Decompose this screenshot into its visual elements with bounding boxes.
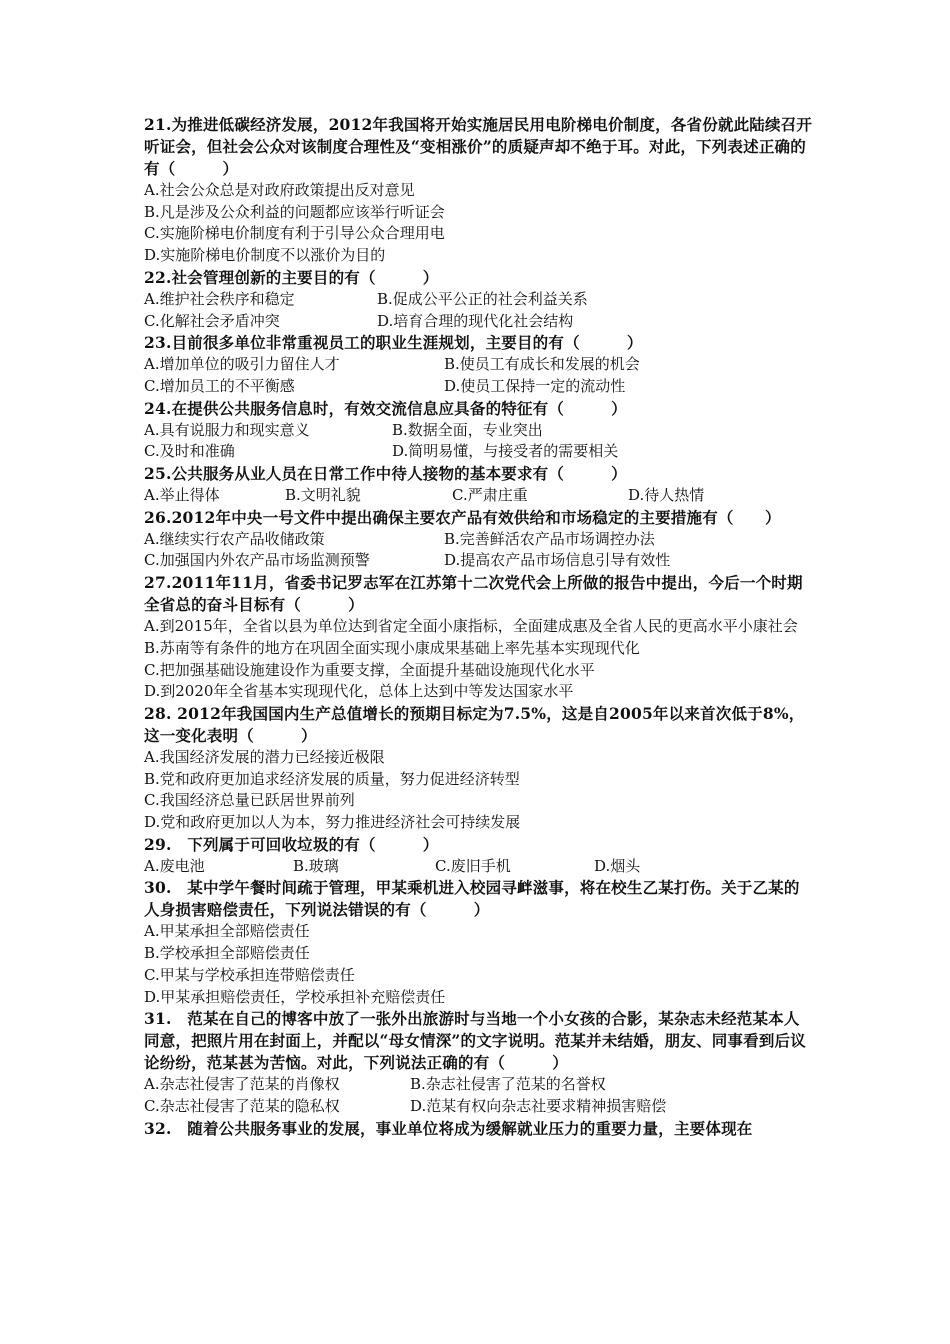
answer-option[interactable]: B.苏南等有条件的地方在巩固全面实现小康成果基础上率先基本实现现代化 <box>144 638 640 657</box>
answer-option[interactable]: D.使员工保持一定的流动性 <box>444 376 626 395</box>
answer-option[interactable]: C.化解社会矛盾冲突 <box>144 311 280 330</box>
question-block <box>144 1008 814 1117</box>
answer-option[interactable]: C.实施阶梯电价制度有利于引导公众合理用电 <box>144 224 445 243</box>
option-row <box>144 529 814 551</box>
option-row <box>144 289 814 311</box>
question-block <box>144 572 814 703</box>
answer-option[interactable]: B.党和政府更加追求经济发展的质量，努力促进经济转型 <box>144 769 520 788</box>
question-stem: 21.为推进低碳经济发展，2012年我国将开始实施居民用电阶梯电价制度，各省份就此陆续召开听证会，但社会公众对该制度合理性及“变相涨价”的质疑声却不绝于耳。对此，下列表述正确的有（ ） <box>144 115 813 178</box>
answer-option[interactable]: A.我国经济发展的潜力已经接近极限 <box>144 747 385 766</box>
option-row <box>144 550 814 572</box>
question-stem: 27.2011年11月，省委书记罗志军在江苏第十二次党代会上所做的报告中提出，今后一个时期全省总的奋斗目标有（ ） <box>144 573 803 615</box>
answer-option[interactable]: C.废旧手机 <box>435 856 511 875</box>
question-stem: 30. 某中学午餐时间疏于管理，甲某乘机进入校园寻衅滋事，将在校生乙某打伤。关于乙某的人身损害赔偿责任，下列说法错误的有（ ） <box>144 878 800 920</box>
question-block <box>144 834 814 878</box>
question-block <box>144 463 814 507</box>
answer-option[interactable]: A.杂志社侵害了范某的肖像权 <box>144 1075 340 1094</box>
answer-option[interactable]: A.增加单位的吸引力留住人才 <box>144 355 340 374</box>
option-row <box>144 485 814 507</box>
question-block <box>144 507 814 572</box>
answer-option[interactable]: B.完善鲜活农产品市场调控办法 <box>444 529 655 548</box>
answer-option[interactable]: D.简明易懂，与接受者的需要相关 <box>392 442 619 461</box>
answer-option[interactable]: D.甲某承担赔偿责任，学校承担补充赔偿责任 <box>144 987 446 1006</box>
answer-option[interactable]: A.废电池 <box>144 856 205 875</box>
question-list <box>144 114 814 1140</box>
question-stem: 29. 下列属于可回收垃圾的有（ ） <box>144 834 439 854</box>
answer-option[interactable]: D.烟头 <box>594 856 641 875</box>
question-block <box>144 703 814 834</box>
answer-option[interactable]: C.及时和准确 <box>144 442 235 461</box>
option-row <box>144 1096 814 1118</box>
answer-option[interactable]: A.到2015年，全省以县为单位达到省定全面小康指标，全面建成惠及全省人民的更高水平小康社会 <box>144 617 798 636</box>
question-stem: 28. 2012年我国国内生产总值增长的预期目标定为7.5%，这是自2005年以来首次低于8%，这一变化表明（ ） <box>144 703 805 745</box>
question-stem: 25.公共服务从业人员在日常工作中待人接物的基本要求有（ ） <box>144 464 627 484</box>
answer-option[interactable]: B.学校承担全部赔偿责任 <box>144 944 310 963</box>
answer-option[interactable]: D.党和政府更加以人为本，努力推进经济社会可持续发展 <box>144 813 521 832</box>
option-row <box>144 856 814 878</box>
question-stem: 32. 随着公共服务事业的发展，事业单位将成为缓解就业压力的重要力量，主要体现在 <box>144 1118 753 1138</box>
question-block <box>144 1118 814 1140</box>
question-stem: 24.在提供公共服务信息时，有效交流信息应具备的特征有（ ） <box>144 398 627 418</box>
option-row <box>144 376 814 398</box>
answer-option[interactable]: D.范某有权向杂志社要求精神损害赔偿 <box>410 1096 667 1115</box>
answer-option[interactable]: A.举止得体 <box>144 486 220 505</box>
question-block <box>144 398 814 463</box>
option-row <box>144 441 814 463</box>
option-row <box>144 354 814 376</box>
answer-option[interactable]: B.促成公平公正的社会利益关系 <box>377 289 588 308</box>
answer-option[interactable]: C.甲某与学校承担连带赔偿责任 <box>144 965 355 984</box>
answer-option[interactable]: C.杂志社侵害了范某的隐私权 <box>144 1096 340 1115</box>
answer-option[interactable]: B.使员工有成长和发展的机会 <box>444 355 640 374</box>
answer-option[interactable]: D.提高农产品市场信息引导有效性 <box>444 551 671 570</box>
answer-option[interactable]: B.杂志社侵害了范某的名誉权 <box>410 1075 606 1094</box>
answer-option[interactable]: C.加强国内外农产品市场监测预警 <box>144 551 370 570</box>
answer-option[interactable]: C.我国经济总量已跃居世界前列 <box>144 791 355 810</box>
answer-option[interactable]: C.增加员工的不平衡感 <box>144 376 295 395</box>
answer-option[interactable]: B.凡是涉及公众利益的问题都应该举行听证会 <box>144 202 445 221</box>
option-row <box>144 311 814 333</box>
answer-option[interactable]: D.待人热情 <box>628 486 705 505</box>
answer-option[interactable]: C.严肃庄重 <box>452 486 528 505</box>
answer-option[interactable]: A.甲某承担全部赔偿责任 <box>144 922 310 941</box>
answer-option[interactable]: B.数据全面，专业突出 <box>392 420 543 439</box>
question-block <box>144 114 814 267</box>
question-block <box>144 877 814 1008</box>
question-stem: 23.目前很多单位非常重视员工的职业生涯规划，主要目的有（ ） <box>144 333 643 353</box>
answer-option[interactable]: B.文明礼貌 <box>285 486 361 505</box>
answer-option[interactable]: A.维护社会秩序和稳定 <box>144 289 295 308</box>
answer-option[interactable]: A.继续实行农产品收储政策 <box>144 529 325 548</box>
question-stem: 22.社会管理创新的主要目的有（ ） <box>144 267 439 287</box>
answer-option[interactable]: B.玻璃 <box>293 856 339 875</box>
answer-option[interactable]: A.社会公众总是对政府政策提出反对意见 <box>144 181 415 199</box>
question-stem: 26.2012年中央一号文件中提出确保主要农产品有效供给和市场稳定的主要措施有（ ） <box>144 507 781 527</box>
answer-option[interactable]: D.实施阶梯电价制度不以涨价为目的 <box>144 246 386 265</box>
answer-option[interactable]: C.把加强基础设施建设作为重要支撑，全面提升基础设施现代化水平 <box>144 660 595 679</box>
option-row <box>144 420 814 442</box>
question-block <box>144 267 814 332</box>
question-block <box>144 332 814 397</box>
answer-option[interactable]: A.具有说服力和现实意义 <box>144 420 310 439</box>
question-stem: 31. 范某在自己的博客中放了一张外出旅游时与当地一个小女孩的合影，某杂志未经范某本人同意，把照片用在封面上，并配以“母女情深”的文字说明。范某并未结婚，朋友、同事看到后议论纷纷，范某甚为苦恼。对此，下列说法正确的有（ ） <box>144 1009 806 1073</box>
answer-option[interactable]: D.培育合理的现代化社会结构 <box>377 311 574 330</box>
answer-option[interactable]: D.到2020年全省基本实现现代化，总体上达到中等发达国家水平 <box>144 682 574 701</box>
option-row <box>144 1074 814 1096</box>
